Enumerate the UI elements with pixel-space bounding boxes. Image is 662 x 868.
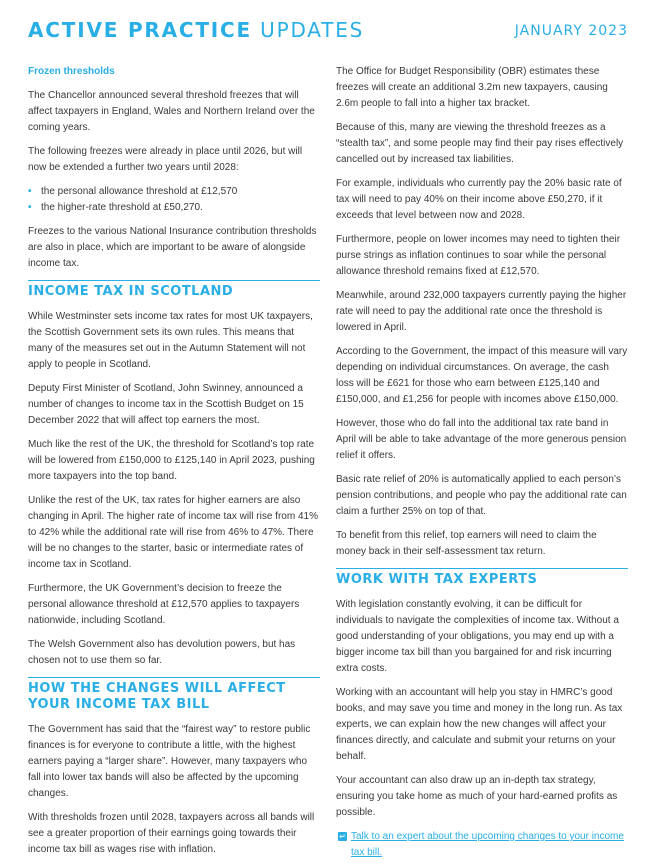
- title-light: UPDATES: [260, 18, 365, 42]
- paragraph: While Westminster sets income tax rates for most UK taxpayers, the Scottish Government sets its own rules. This means that many of the measures set out in the Autumn Statement will not apply to people in Scotland.: [28, 311, 313, 370]
- paragraph: Deputy First Minister of Scotland, John Swinney, announced a number of changes to income tax in the Scottish Budget on 15 December 2022 that will affect top earners the most.: [28, 383, 304, 426]
- section-heading-experts: WORK WITH TAX EXPERTS: [336, 568, 628, 588]
- list-item: • the higher-rate threshold at £50,270.: [28, 200, 320, 216]
- issue-date: JANUARY 2023: [514, 23, 628, 39]
- paragraph: Freezes to the various National Insurance contribution thresholds are also in place, which are important to be aware of alongside income tax.: [28, 226, 317, 269]
- paragraph: The Office for Budget Responsibility (OBR) estimates these freezes will create an additional 3.2m new taxpayers, causing 2.6m people to fall into a higher tax bracket.: [336, 66, 608, 109]
- freeze-list: [28, 184, 320, 216]
- paragraph: Furthermore, the UK Government’s decision to freeze the personal allowance threshold at £12,570 applies to taxpayers nationwide, including Scotland.: [28, 583, 300, 626]
- paragraph: Working with an accountant will help you stay in HMRC’s good books, and may save you time and money in the long run. As tax experts, we can explain how the new changes will affect your finances directly, and calculate and submit your returns on your behalf.: [336, 687, 623, 762]
- paragraph: Your accountant can also draw up an in-depth tax strategy, ensuring you take home as much of your hard-earned profits as possible.: [336, 775, 618, 818]
- paragraph: Unlike the rest of the UK, tax rates for higher earners are also changing in April. The higher rate of income tax will rise from 41% to 42% while the additional rate will rise from 46% to 47%. There will be no changes to the starter, basic or intermediate rates of income tax in Scotland.: [28, 495, 318, 570]
- section-heading-changes: HOW THE CHANGES WILL AFFECT YOUR INCOME TAX BILL: [28, 677, 320, 713]
- paragraph: To benefit from this relief, top earners will need to claim the money back in their self-assessment tax return.: [336, 530, 597, 557]
- cta-link-text[interactable]: Talk to an expert about the upcoming changes to your income tax bill.: [351, 831, 624, 858]
- section-heading-scotland: INCOME TAX IN SCOTLAND: [28, 280, 320, 300]
- arrow-return-icon: ↵: [339, 832, 346, 841]
- paragraph: Meanwhile, around 232,000 taxpayers currently paying the higher rate will need to pay the additional rate once the threshold is lowered in April.: [336, 290, 627, 333]
- newsletter-title: [28, 18, 364, 42]
- paragraph: The Government has said that the “fairest way” to restore public finances is for everyone to contribute a little, with the highest earners paying a “larger share”. However, many taxpayers who fall into lower tax bands will also be affected by the upcoming changes.: [28, 724, 311, 799]
- paragraph: Much like the rest of the UK, the threshold for Scotland’s top rate will be lowered from £150,000 to £125,140 in April 2023, pushing more taxpayers into the top band.: [28, 439, 315, 482]
- paragraph: With legislation constantly evolving, it can be difficult for individuals to navigate the complexities of income tax. Without a good understanding of your obligations, you may end up with a bigger income tax bill than you bargained for and risk incurring extra costs.: [336, 599, 619, 674]
- paragraph: The Welsh Government also has devolution powers, but has chosen not to use them so far.: [28, 639, 296, 666]
- right-column: [336, 64, 628, 861]
- paragraph: The following freezes were already in place until 2026, but will now be extended a further two years until 2028:: [28, 146, 303, 173]
- paragraph: However, those who do fall into the additional tax rate band in April will be able to take advantage of the more generous pension relief it offers.: [336, 418, 627, 461]
- title-bold: ACTIVE PRACTICE: [28, 18, 252, 42]
- frozen-thresholds-subheading: Frozen thresholds: [28, 66, 115, 77]
- paragraph: For example, individuals who currently pay the 20% basic rate of tax will need to pay 40% on their income above £50,270, if it exceeds that level between now and 2028.: [336, 178, 622, 221]
- paragraph: The Chancellor announced several threshold freezes that will affect taxpayers in England, Wales and Northern Ireland over the coming years.: [28, 90, 315, 133]
- talk-to-expert-link[interactable]: [336, 829, 628, 861]
- paragraph: Furthermore, people on lower incomes may need to tighten their purse strings as inflation continues to soar while the personal allowance threshold remains fixed at £12,570.: [336, 234, 621, 277]
- paragraph: Basic rate relief of 20% is automatically applied to each person’s pension contributions, and people who pay the additional rate can claim a further 25% on top of that.: [336, 474, 627, 517]
- paragraph: With thresholds frozen until 2028, taxpayers across all bands will see a greater proportion of their earnings going towards their income tax bill as wages rise with inflation.: [28, 812, 315, 855]
- paragraph: Because of this, many are viewing the threshold freezes as a “stealth tax”, and some people may find their pay rises effectively cancelled out by increased tax liabilities.: [336, 122, 624, 165]
- left-column: [28, 64, 320, 866]
- list-item: • the personal allowance threshold at £12,570: [28, 184, 320, 200]
- paragraph: According to the Government, the impact of this measure will vary depending on individual circumstances. On average, the cash loss will be £621 for those who earn between £125,140 and £150,000, and £1,256 for people with incomes above £150,000.: [336, 346, 628, 405]
